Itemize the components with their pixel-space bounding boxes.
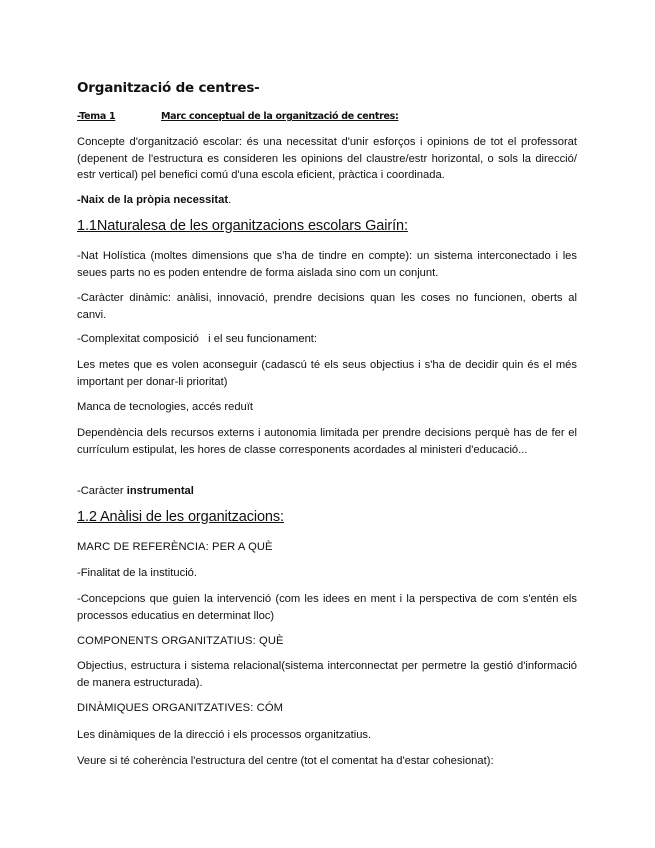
concepcions-paragraph: -Concepcions que guien la intervenció (com les idees en ment i la perspectiva de com s'entén els processos educatius en determinat lloc): [77, 593, 577, 622]
finalitat-paragraph: -Finalitat de la institució.: [77, 567, 198, 579]
holistica-paragraph: -Nat Holística (moltes dimensions que s'ha de tindre en compte): un sistema interconectado i les seues parts no es poden entendre de forma aislada sino com un conjunt.: [77, 250, 577, 279]
les-dinamiques-paragraph: Les dinàmiques de la direcció i els processos organitzatius.: [77, 729, 372, 741]
veure-paragraph: Veure si té coherència l'estructura del centre (tot el comentat ha d'estar cohesionat):: [77, 755, 494, 767]
dinamic-paragraph: -Caràcter dinàmic: anàlisi, innovació, prendre decisions quan les coses no funcionen, oberts al canvi.: [77, 292, 577, 321]
naix-paragraph: [77, 192, 577, 209]
dependencia-paragraph: Dependència dels recursos externs i autonomia limitada per prendre decisions perquè has de fer el currículum estipulat, les hores de classe corresponents acordades al ministeri d'educació...: [77, 427, 577, 456]
intro-paragraph: Concepte d'organització escolar: és una necessitat d'unir esforços i opinions de tot el professorat (depenent de l'estructura es consideren les opinions del claustre/estr horizontal, o sols la direcció/ estr vertical) pel benefici comú d'una escola eficient, pràctica i coordinada.: [77, 136, 577, 181]
marc-label: MARC DE REFERÈNCIA: PER A QUÈ: [77, 541, 273, 553]
caracter-paragraph: [77, 483, 577, 500]
caracter-bold: instrumental: [126, 485, 194, 497]
tema-name: Marc conceptual de la organització de centres:: [161, 111, 399, 122]
caracter-prefix: -Caràcter: [77, 485, 127, 497]
components-label: COMPONENTS ORGANITZATIUS: QUÈ: [77, 635, 284, 647]
naix-rest: .: [228, 194, 232, 206]
tema-line: [77, 109, 577, 126]
page-title: Organització de centres-: [77, 80, 260, 96]
objectius-paragraph: Objectius, estructura i sistema relacional(sistema interconnectat per permetre la gestió d'informació de manera estructurada).: [77, 660, 577, 689]
section-heading-1-1: 1.1Naturalesa de les organitzacions escolars Gairín:: [77, 218, 408, 234]
manca-paragraph: Manca de tecnologies, accés reduït: [77, 401, 253, 413]
complexitat-paragraph: -Complexitat composició i el seu funcionament:: [77, 333, 318, 345]
naix-bold: -Naix de la pròpia necessitat: [77, 194, 229, 206]
metes-paragraph: Les metes que es volen aconseguir (cadascú té els seus objectius i s'ha de decidir quin és el més important per donar-li prioritat): [77, 359, 577, 388]
section-heading-1-2: 1.2 Anàlisi de les organitzacions:: [77, 509, 284, 525]
tema-number: -Tema 1: [77, 111, 116, 122]
dinamiques-label: DINÀMIQUES ORGANITZATIVES: CÓM: [77, 702, 284, 714]
